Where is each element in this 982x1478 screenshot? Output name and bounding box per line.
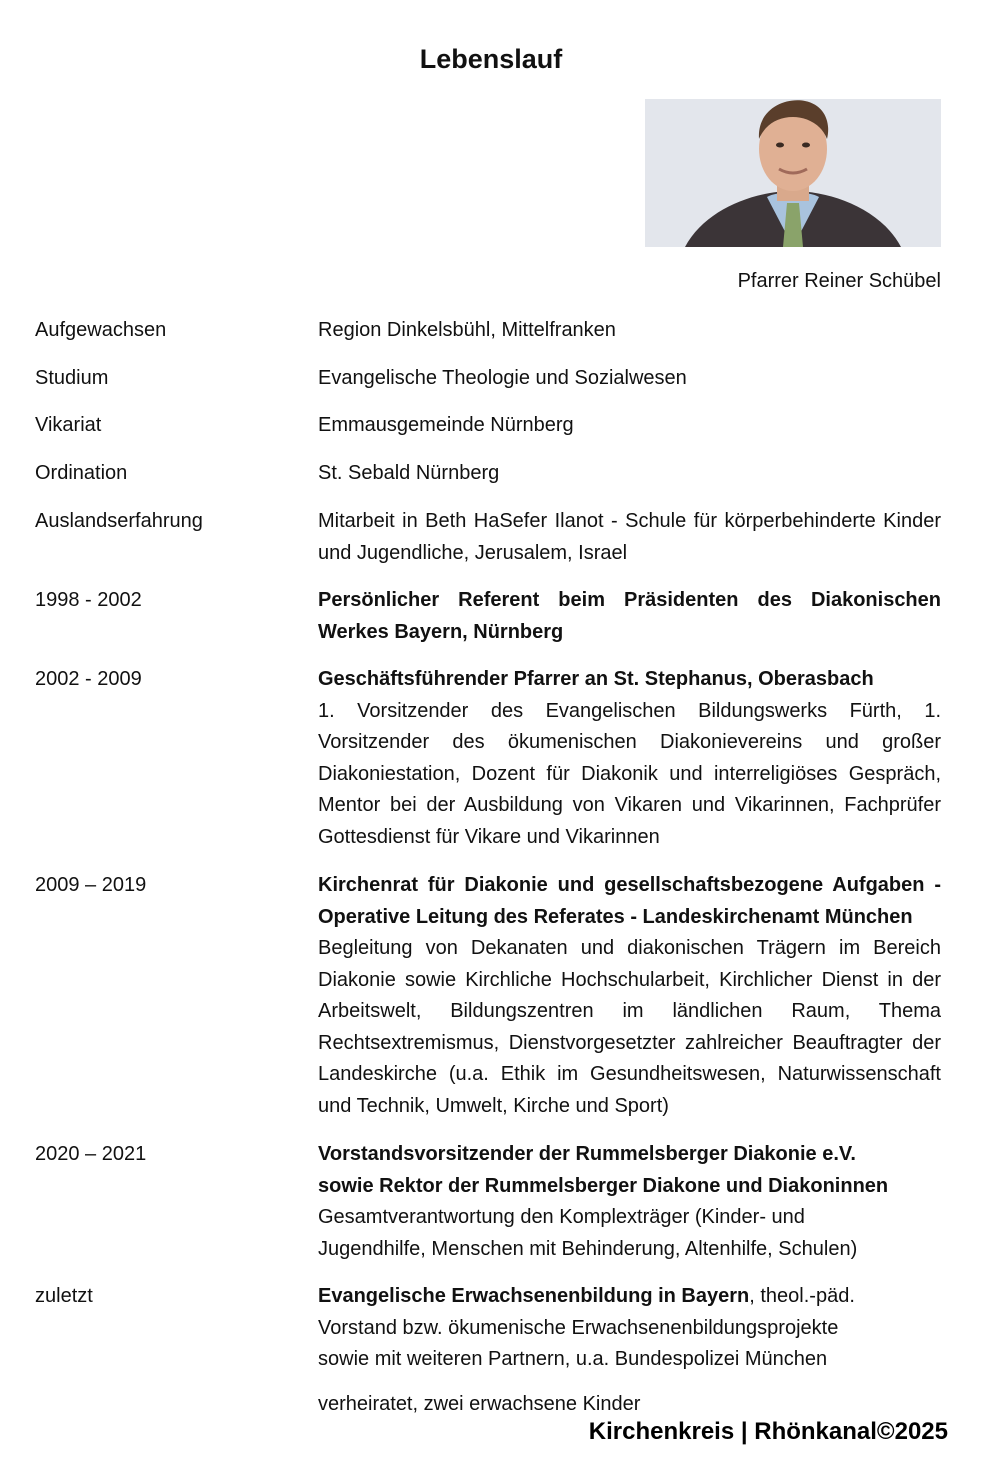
cv-label: Auslandserfahrung [35,510,203,532]
cv-value: Evangelische Theologie und Sozialwesen [318,367,687,389]
cv-value [318,1281,941,1376]
cv-value: St. Sebald Nürnberg [318,462,500,484]
cv-label: 2009 – 2019 [35,874,147,896]
cv-description: 1. Vorsitzender des Evangelischen Bildungswerks Fürth, 1. Vorsitzender des ökumenischen Diakonievereins und großer Diakoniestation, Dozent für Diakonik und interreligiöses Gespräch, Mentor bei der Ausbildung von Vikaren und Vikarinnen, Fachprüfer Gottesdienst für Vikare und Vikarinnen [318,699,941,848]
cv-description: Begleitung von Dekanaten und diakonischen Trägern im Bereich Diakonie sowie Kirchliche Hochschularbeit, Kirchlicher Dienst in der Arbeitswelt, Bildungszentren im ländlichen Raum, Thema Rechtsextremismus, Dienstvorgesetzter zahlreicher Beauftragter der Landeskirche (u.a. Ethik im Gesundheitswesen, Naturwissenschaft und Technik, Umwelt, Kirche und Sport) [318,937,941,1117]
cv-value [318,1139,941,1265]
cv-label: zuletzt [35,1285,93,1307]
cv-description-line1: Vorstand bzw. ökumenische Erwachsenenbildungsprojekte [318,1316,839,1339]
portrait-photo [645,99,941,247]
cv-label: Studium [35,367,109,389]
cv-position-title-line2: sowie Rektor der Rummelsberger Diakone und Diakoninnen [318,1174,889,1197]
cv-position-title-line1: Vorstandsvorsitzender der Rummelsberger Diakonie e.V. [318,1143,856,1165]
cv-value [318,585,941,648]
cv-value: Emmausgemeinde Nürnberg [318,414,574,436]
cv-label: Ordination [35,462,128,484]
cv-description-line1: Gesamtverantwortung den Komplexträger (Kinder- und [318,1206,805,1228]
cv-position-title: Persönlicher Referent beim Präsidenten des Diakonischen Werkes Bayern, Nürnberg [318,589,941,643]
cv-label: 2002 - 2009 [35,668,142,690]
photo-caption: Pfarrer Reiner Schübel [737,270,941,292]
cv-value [318,664,941,853]
cv-value [318,870,941,1122]
cv-label: Aufgewachsen [35,319,167,341]
cv-position-title: Kirchenrat für Diakonie und gesellschaftsbezogene Aufgaben - Operative Leitung des Referates - Landeskirchenamt München [318,874,941,928]
cv-value: Mitarbeit in Beth HaSefer Ilanot - Schule für körperbehinderte Kinder und Jugendliche, Jerusalem, Israel [318,510,941,564]
cv-label: 1998 - 2002 [35,589,142,611]
cv-description-line2: Jugendhilfe, Menschen mit Behinderung, Altenhilfe, Schulen) [318,1237,858,1260]
cv-position-title: Geschäftsführender Pfarrer an St. Stephanus, Oberasbach [318,668,874,690]
watermark: Kirchenkreis | Rhönkanal©2025 [588,1418,948,1445]
cv-value: Region Dinkelsbühl, Mittelfranken [318,319,616,341]
cv-position-title: Evangelische Erwachsenenbildung in Bayern [318,1285,750,1307]
cv-position-suffix: , theol.-päd. [749,1285,855,1307]
family-note: verheiratet, zwei erwachsene Kinder [318,1393,641,1415]
cv-label: 2020 – 2021 [35,1143,147,1165]
cv-first-line [318,1281,941,1313]
cv-description-line2: sowie mit weiteren Partnern, u.a. Bundespolizei München [318,1348,828,1370]
page-title: Lebenslauf [419,44,563,74]
cv-label: Vikariat [35,414,102,436]
